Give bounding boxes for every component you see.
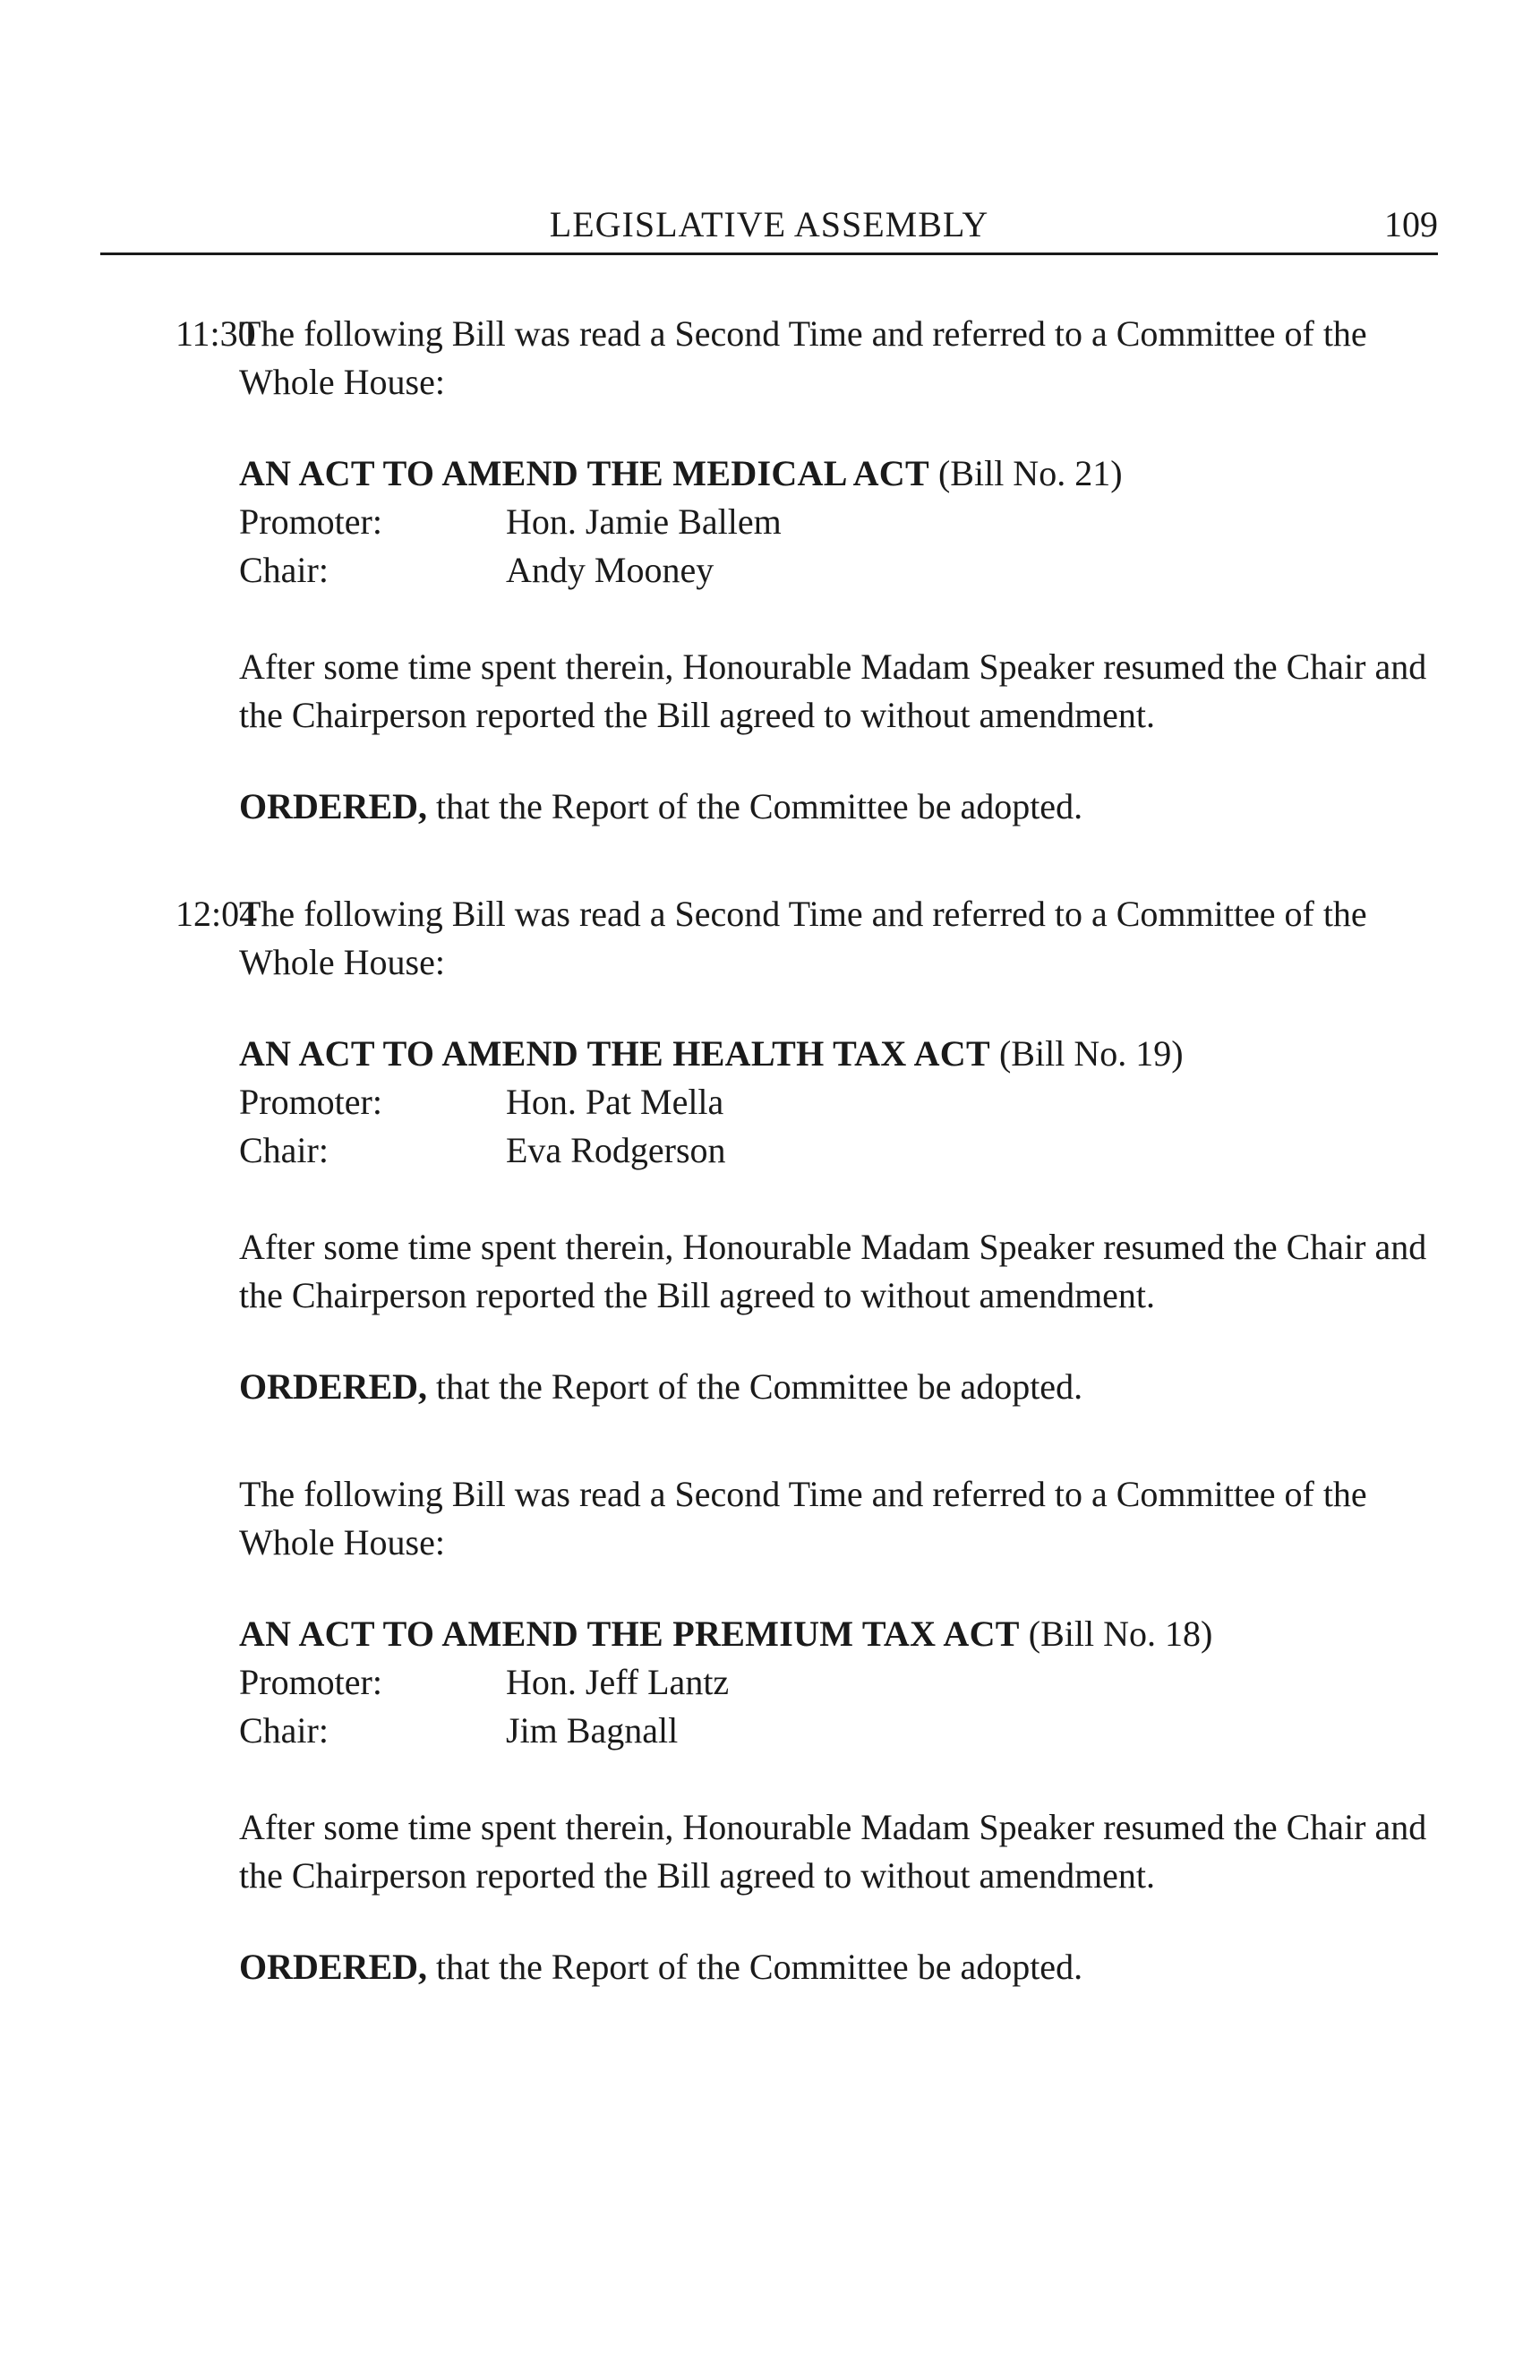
chair-name: Andy Mooney bbox=[506, 550, 714, 590]
bill-heading bbox=[239, 1030, 1439, 1078]
header-title: LEGISLATIVE ASSEMBLY bbox=[549, 204, 989, 244]
bill-number: (Bill No. 19) bbox=[998, 1033, 1184, 1074]
journal-entry bbox=[239, 890, 1439, 1411]
chair-row bbox=[239, 1126, 1439, 1175]
intro-paragraph: The following Bill was read a Second Time and referred to a Committee of the Whole House: bbox=[239, 894, 1367, 982]
ordered-paragraph bbox=[239, 1363, 1439, 1411]
journal-entry bbox=[239, 310, 1439, 831]
page-header bbox=[100, 204, 1438, 255]
promoter-label: Promoter: bbox=[239, 1082, 382, 1122]
promoter-row bbox=[239, 498, 1439, 546]
report-paragraph: After some time spent therein, Honourable Madam Speaker resumed the Chair and the Chairperson reported the Bill agreed to without amendment. bbox=[239, 1227, 1427, 1315]
chair-row bbox=[239, 546, 1439, 595]
bill-title: AN ACT TO AMEND THE HEALTH TAX ACT bbox=[239, 1033, 990, 1074]
chair-label: Chair: bbox=[239, 1130, 329, 1170]
bill-heading bbox=[239, 1610, 1439, 1658]
journal-entry bbox=[239, 1470, 1439, 1991]
ordered-text: that the Report of the Committee be adopted. bbox=[436, 786, 1083, 826]
intro-paragraph: The following Bill was read a Second Time and referred to a Committee of the Whole House: bbox=[239, 1474, 1367, 1562]
entry-time: 11:30 bbox=[175, 313, 256, 354]
promoter-name: Hon. Pat Mella bbox=[506, 1082, 724, 1122]
ordered-keyword: ORDERED, bbox=[239, 1947, 428, 1987]
intro-paragraph: The following Bill was read a Second Time and referred to a Committee of the Whole House: bbox=[239, 313, 1367, 402]
chair-name: Jim Bagnall bbox=[506, 1710, 679, 1751]
promoter-label: Promoter: bbox=[239, 1662, 382, 1702]
bill-number: (Bill No. 18) bbox=[1028, 1614, 1213, 1654]
promoter-row bbox=[239, 1658, 1439, 1707]
bill-number: (Bill No. 21) bbox=[937, 453, 1123, 493]
report-paragraph: After some time spent therein, Honourable Madam Speaker resumed the Chair and the Chairperson reported the Bill agreed to without amendment. bbox=[239, 646, 1427, 735]
ordered-text: that the Report of the Committee be adopted. bbox=[436, 1947, 1083, 1987]
bill-title: AN ACT TO AMEND THE PREMIUM TAX ACT bbox=[239, 1614, 1020, 1654]
page-number: 109 bbox=[1384, 204, 1438, 244]
bill-heading bbox=[239, 449, 1439, 498]
ordered-keyword: ORDERED, bbox=[239, 786, 428, 826]
chair-row bbox=[239, 1707, 1439, 1755]
promoter-name: Hon. Jeff Lantz bbox=[506, 1662, 730, 1702]
ordered-keyword: ORDERED, bbox=[239, 1366, 428, 1407]
promoter-name: Hon. Jamie Ballem bbox=[506, 501, 782, 542]
chair-label: Chair: bbox=[239, 1710, 329, 1751]
ordered-paragraph bbox=[239, 1943, 1439, 1991]
promoter-label: Promoter: bbox=[239, 501, 382, 542]
ordered-paragraph bbox=[239, 783, 1439, 831]
promoter-row bbox=[239, 1078, 1439, 1126]
chair-name: Eva Rodgerson bbox=[506, 1130, 726, 1170]
chair-label: Chair: bbox=[239, 550, 329, 590]
ordered-text: that the Report of the Committee be adopted. bbox=[436, 1366, 1083, 1407]
report-paragraph: After some time spent therein, Honourable Madam Speaker resumed the Chair and the Chairperson reported the Bill agreed to without amendment. bbox=[239, 1807, 1427, 1896]
bill-title: AN ACT TO AMEND THE MEDICAL ACT bbox=[239, 453, 929, 493]
entry-time: 12:04 bbox=[175, 894, 258, 934]
